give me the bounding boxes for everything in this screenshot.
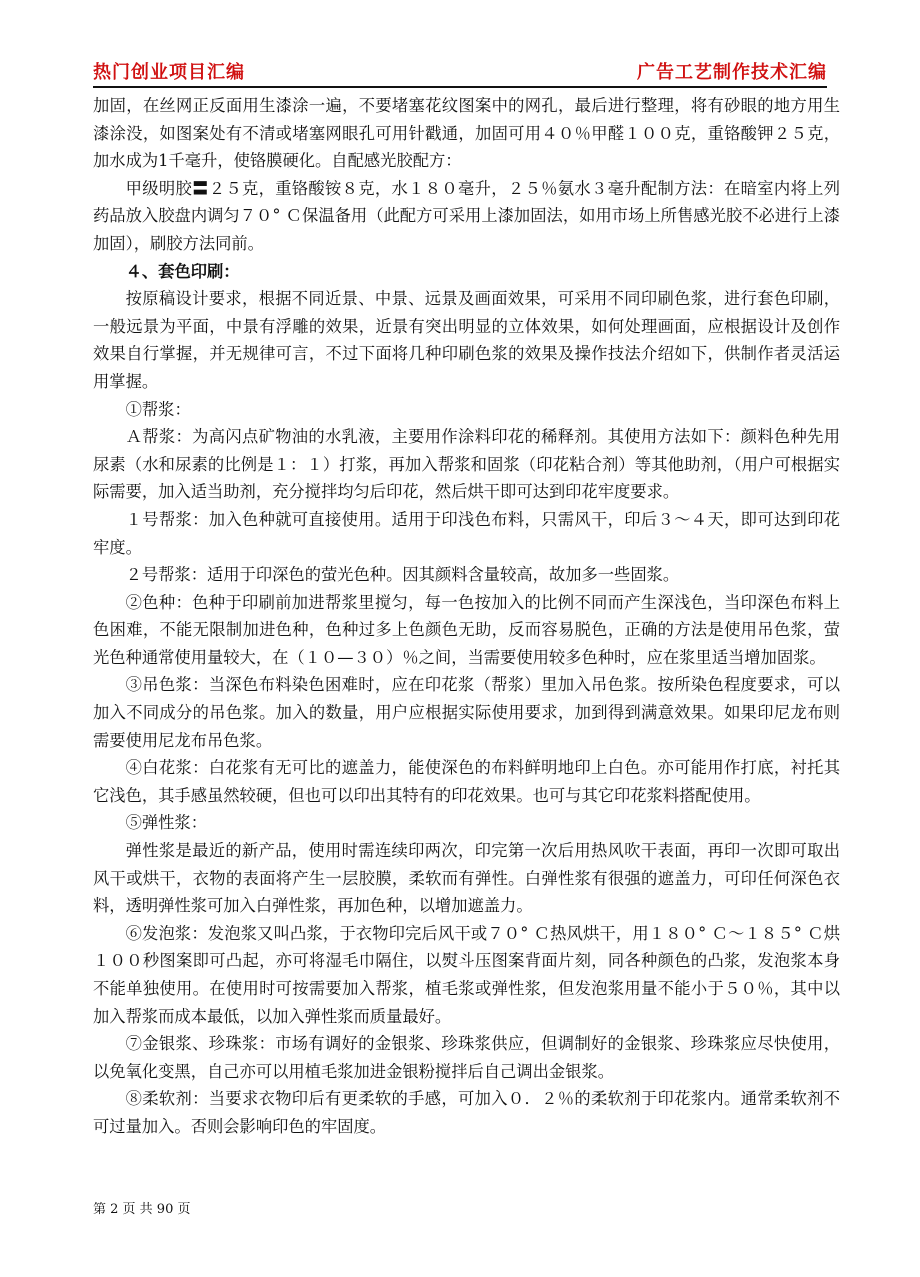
paragraph-fixing: 加固，在丝网正反面用生漆涂一遍，不要堵塞花纹图案中的网孔，最后进行整理，将有砂眼的地方用生漆涂没，如图案处有不清或堵塞网眼孔可用针戳通，加固可用４０％甲醛１００克，重铬酸钾２５克，加水成为1千毫升，使铬膜硬化。自配感光胶配方： bbox=[93, 96, 840, 171]
paragraph-binder-2: ２号帮浆：适用于印深色的萤光色种。因其颜料含量较高，故加多一些固浆。 bbox=[125, 565, 680, 585]
paragraph-binder-1: １号帮浆：加入色种就可直接使用。适用于印浅色布料，只需风干，印后３～４天，即可达到印花牢度。 bbox=[93, 509, 840, 557]
document-body bbox=[93, 92, 840, 1141]
header-right-title: 广告工艺制作技术汇编 bbox=[637, 62, 827, 83]
paragraph-gelatin-formula: 甲级明胶〓２５克，重铬酸铵８克，水１８０毫升，２５％氨水３毫升配制方法：在暗室内将上列药品放入胶盘内调匀７０° Ｃ保温备用（此配方可采用上漆加固法，如用市场上所售感光胶不必进行上漆加固），刷胶方法同前。 bbox=[93, 178, 840, 253]
paragraph-pigment: ②色种：色种于印刷前加进帮浆里搅匀，每一色按加入的比例不同而产生深浅色，当印深色布料上色困难，不能无限制加进色种，色种过多上色颜色无助，反而容易脱色，正确的方法是使用吊色浆，萤光色种通常使用量较大，在（１０—３０）％之间，当需要使用较多色种时，应在浆里适当增加固浆。 bbox=[93, 592, 840, 667]
page-header bbox=[93, 56, 827, 84]
paragraph-white-paste: ④白花浆：白花浆有无可比的遮盖力，能使深色的布料鲜明地印上白色。亦可能用作打底，衬托其它浅色，其手感虽然较硬，但也可以印出其特有的印花效果。也可与其它印花浆料搭配使用。 bbox=[93, 758, 840, 805]
paragraph-elastic-paste: 弹性浆是最近的新产品，使用时需连续印两次，印完第一次后用热风吹干表面，再印一次即可取出风干或烘干，衣物的表面将产生一层胶膜，柔软而有弹性。白弹性浆有很强的遮盖力，可印任何深色衣料，透明弹性浆可加入白弹性浆，再加色种，以增加遮盖力。 bbox=[93, 841, 840, 916]
paragraph-lifting-paste: ③吊色浆：当深色布料染色困难时，应在印花浆（帮浆）里加入吊色浆。按所染色程度要求，可以加入不同成分的吊色浆。加入的数量，用户应根据实际使用要求，加到得到满意效果。如果印尼龙布则需要使用尼龙布吊色浆。 bbox=[93, 675, 840, 750]
header-left-title: 热门创业项目汇编 bbox=[93, 62, 245, 83]
section-heading-overprint: ４、套色印刷： bbox=[125, 261, 240, 281]
paragraph-binder-a: Ａ帮浆：为高闪点矿物油的水乳液，主要用作涂料印花的稀释剂。其使用方法如下：颜料色种先用尿素（水和尿素的比例是１：１）打浆，再加入帮浆和固浆（印花粘合剂）等其他助剂，（用户可根据实际需要，加入适当助剂，充分搅拌均匀后印花，然后烘干即可达到印花牢度要求。 bbox=[93, 427, 840, 502]
page-number-footer: 第 2 页 共 90 页 bbox=[93, 1202, 191, 1217]
paragraph-foam-paste: ⑥发泡浆：发泡浆又叫凸浆，于衣物印完后风干或７０° Ｃ热风烘干，用１８０° Ｃ～１８５° Ｃ烘１００秒图案即可凸起，亦可将湿毛巾隔住，以熨斗压图案背面片刻，同各种颜色的凸浆，发泡浆本身不能单独使用。在使用时可按需要加入帮浆，植毛浆或弹性浆，但发泡浆用量不能小于５０％，其中以加入帮浆而成本最低，以加入弹性浆而质量最好。 bbox=[93, 923, 840, 1026]
paragraph-softener: ⑧柔软剂：当要求衣物印后有更柔软的手感，可加入０．２％的柔软剂于印花浆内。通常柔软剂不可过量加入。否则会影响印色的牢固度。 bbox=[93, 1089, 840, 1136]
item-heading-elastic: ⑤弹性浆： bbox=[125, 813, 208, 833]
header-divider bbox=[93, 86, 827, 88]
item-heading-binder: ①帮浆： bbox=[125, 399, 191, 419]
paragraph-metallic-paste: ⑦金银浆、珍珠浆：市场有调好的金银浆、珍珠浆供应，但调制好的金银浆、珍珠浆应尽快使用，以免氧化变黑，自己亦可以用植毛浆加进金银粉搅拌后自己调出金银浆。 bbox=[93, 1034, 840, 1081]
paragraph-overprint-intro: 按原稿设计要求，根据不同近景、中景、远景及画面效果，可采用不同印刷色浆，进行套色印刷，一般远景为平面，中景有浮雕的效果，近景有突出明显的立体效果，如何处理画面，应根据设计及创作效果自行掌握，并无规律可言，不过下面将几种印刷色浆的效果及操作技法介绍如下，供制作者灵活运用掌握。 bbox=[93, 289, 840, 391]
